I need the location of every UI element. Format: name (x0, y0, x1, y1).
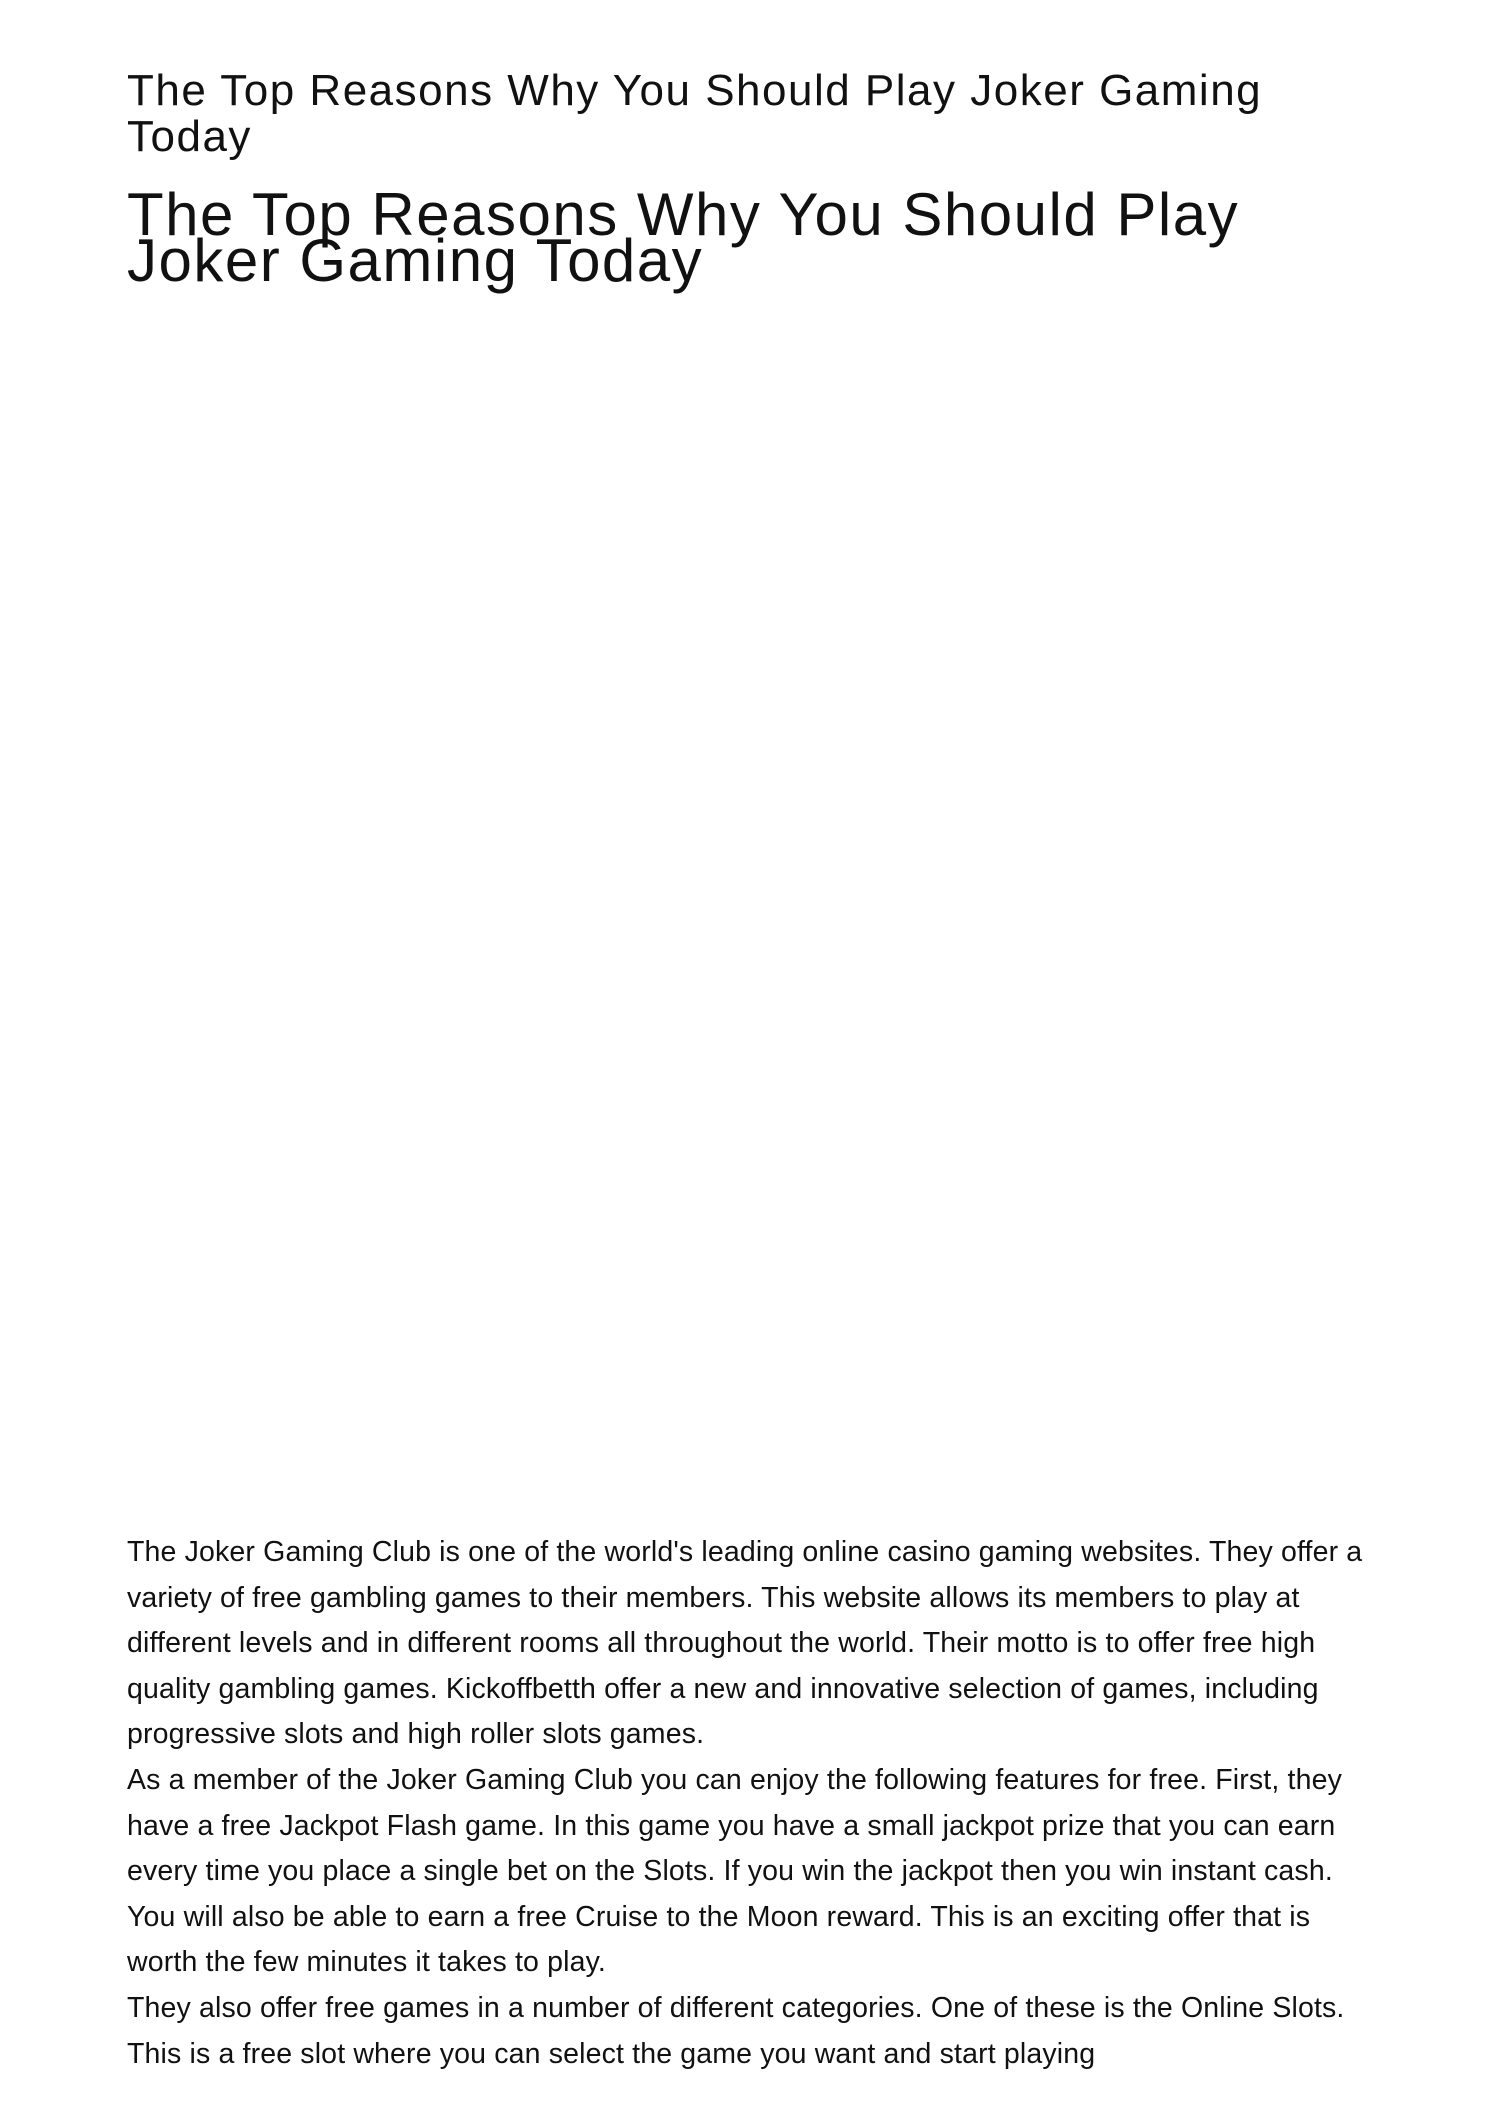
document-header-title: The Top Reasons Why You Should Play Joker Gaming Today (127, 66, 1263, 161)
paragraph-2: As a member of the Joker Gaming Club you can enjoy the following features for free. First, they have a free Jackpot Flash game. In this game you have a small jackpot prize that you can earn every time you place a single bet on the Slots. If you win the jackpot then you win instant cash. You will also be able to earn a free Cruise to the Moon reward. This is an exciting offer that is worth the few minutes it takes to play. (127, 1763, 1342, 1979)
document-body (127, 1530, 1377, 2077)
document-main-title: The Top Reasons Why You Should Play Joker Gaming Today (127, 181, 1240, 294)
paragraph-1: The Joker Gaming Club is one of the world's leading online casino gaming websites. They offer a variety of free gambling games to their members. This website allows its members to play at different levels and in different rooms all throughout the world. Their motto is to offer free high quality gambling games. Kickoffbetth offer a new and innovative selection of games, including progressive slots and high roller slots games. (127, 1536, 1363, 1751)
blank-image-area (127, 320, 1367, 1520)
paragraph-3: They also offer free games in a number of different categories. One of these is the Online Slots. This is a free slot where you can select the game you want and start playing (127, 1991, 1345, 2070)
